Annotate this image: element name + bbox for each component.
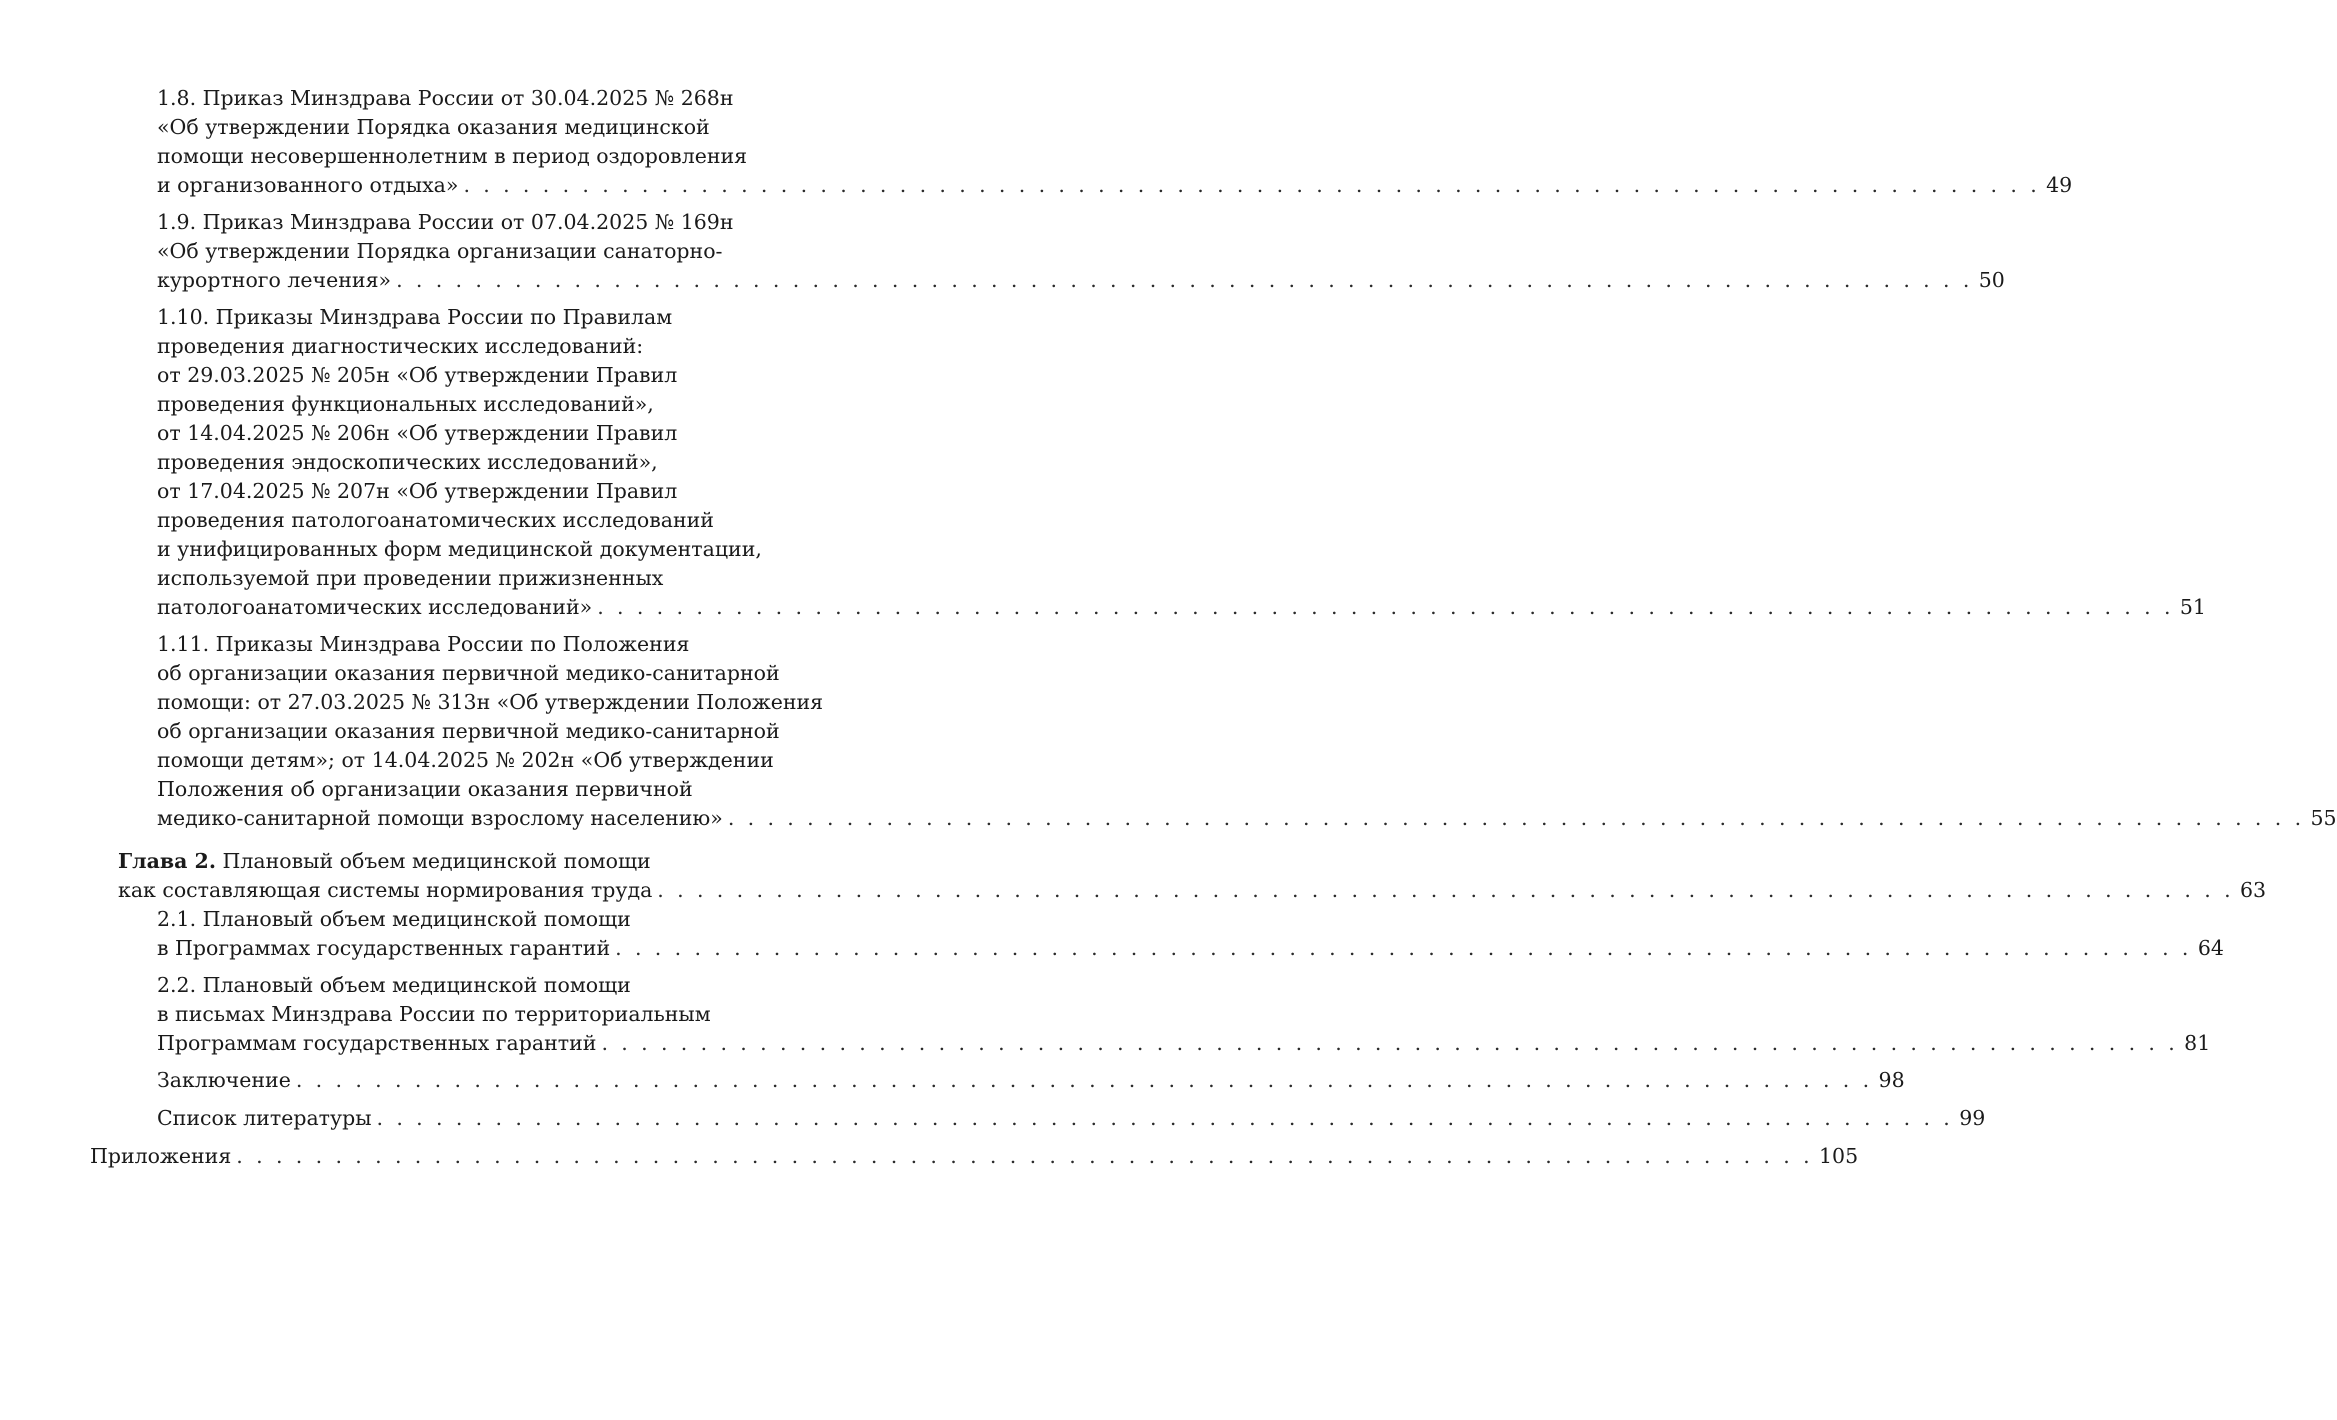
toc-entry-last-line [157, 1029, 2211, 1058]
toc-entry-chapter-2[interactable] [118, 847, 2267, 905]
dot-leader: . . . . . . . . . . . . . . . . . . . . . . . . . . . . . . . . . . . . . . . . . . . . . . . . . . . . . . . . . . . . . . . . . . . . . . . . . . . . . . . . [463, 173, 2041, 197]
page-number: 55 [2310, 806, 2337, 830]
toc-entry-last-line [157, 1066, 1905, 1095]
toc-entry-2-1[interactable] [157, 905, 2224, 963]
dot-leader: . . . . . . . . . . . . . . . . . . . . . . . . . . . . . . . . . . . . . . . . . . . . . . . . . . . . . . . . . . . . . . . . . . . . . . . . . . . . . . . . [601, 1031, 2179, 1055]
toc-entry-text: помощи детям»; от 14.04.2025 № 202н «Об утверждении [157, 748, 774, 772]
table-of-contents [0, 84, 2337, 1179]
toc-entry-text: проведения функциональных исследований», [157, 392, 654, 416]
page-number: 81 [2184, 1031, 2211, 1055]
toc-entry-text: проведения патологоанатомических исследований [157, 508, 714, 532]
chapter-2-block [0, 847, 2267, 1133]
toc-entry-text: Программам государственных гарантий [157, 1031, 597, 1055]
toc-entry-text: Плановый объем медицинской помощи [215, 849, 651, 873]
toc-entry-last-line [157, 171, 2073, 200]
chapter-heading-line [118, 847, 910, 876]
toc-entry-text: от 29.03.2025 № 205н «Об утверждении Правил [157, 363, 678, 387]
page-number: 105 [1818, 1144, 1859, 1168]
toc-entry-text: помощи: от 27.03.2025 № 313н «Об утверждении Положения [157, 690, 824, 714]
toc-entry-1-8[interactable] [157, 84, 2073, 200]
toc-entry-conclusion[interactable] [157, 1066, 1905, 1095]
toc-entry-text: Список литературы [157, 1106, 372, 1130]
toc-entry-text: Положения об организации оказания первичной [157, 777, 693, 801]
dot-leader: . . . . . . . . . . . . . . . . . . . . . . . . . . . . . . . . . . . . . . . . . . . . . . . . . . . . . . . . . . . . . . . . . . . . . . . . . . . . . . . . [295, 1068, 1873, 1092]
dot-leader: . . . . . . . . . . . . . . . . . . . . . . . . . . . . . . . . . . . . . . . . . . . . . . . . . . . . . . . . . . . . . . . . . . . . . . . . . . . . . . . . [597, 595, 2174, 619]
toc-entry-text: об организации оказания первичной медико-санитарной [157, 661, 780, 685]
dot-leader: . . . . . . . . . . . . . . . . . . . . . . . . . . . . . . . . . . . . . . . . . . . . . . . . . . . . . . . . . . . . . . . . . . . . . . . . . . . . . . . . [396, 268, 1973, 292]
toc-entry-text: курортного лечения» [157, 268, 392, 292]
toc-entry-text: «Об утверждении Порядка организации санаторно- [157, 239, 723, 263]
toc-entry-text: проведения диагностических исследований: [157, 334, 644, 358]
page-number: 99 [1959, 1106, 1986, 1130]
page-number: 51 [2179, 595, 2206, 619]
dot-leader: . . . . . . . . . . . . . . . . . . . . . . . . . . . . . . . . . . . . . . . . . . . . . . . . . . . . . . . . . . . . . . . . . . . . . . . . . . . . . . . . [727, 806, 2305, 830]
dot-leader: . . . . . . . . . . . . . . . . . . . . . . . . . . . . . . . . . . . . . . . . . . . . . . . . . . . . . . . . . . . . . . . . . . . . . . . . . . . . . . . . [376, 1106, 1954, 1130]
toc-entry-last-line [157, 934, 2224, 963]
toc-entry-last-line [90, 1142, 1859, 1171]
toc-entry-1-11[interactable] [157, 630, 2337, 833]
toc-entry-text: проведения эндоскопических исследований», [157, 450, 658, 474]
toc-entry-text: в письмах Минздрава России по территориальным [157, 1002, 711, 1026]
toc-entry-last-line [157, 804, 2337, 833]
toc-entry-text: в Программах государственных гарантий [157, 936, 611, 960]
toc-entry-text: от 17.04.2025 № 207н «Об утверждении Правил [157, 479, 678, 503]
page-number: 63 [2240, 878, 2267, 902]
toc-entry-text: Заключение [157, 1068, 291, 1092]
toc-entry-1-9[interactable] [157, 208, 2005, 295]
toc-entry-last-line [157, 593, 2206, 622]
toc-entry-text: 1.10. Приказы Минздрава России по Правилам [157, 305, 673, 329]
dot-leader: . . . . . . . . . . . . . . . . . . . . . . . . . . . . . . . . . . . . . . . . . . . . . . . . . . . . . . . . . . . . . . . . . . . . . . . . . . . . . . . . [236, 1144, 1813, 1168]
toc-entry-text: и организованного отдыха» [157, 173, 459, 197]
toc-entry-references[interactable] [157, 1104, 1986, 1133]
dot-leader: . . . . . . . . . . . . . . . . . . . . . . . . . . . . . . . . . . . . . . . . . . . . . . . . . . . . . . . . . . . . . . . . . . . . . . . . . . . . . . . . [657, 878, 2234, 902]
toc-entry-text: 1.8. Приказ Минздрава России от 30.04.2025 № 268н [157, 86, 734, 110]
toc-entry-text: об организации оказания первичной медико-санитарной [157, 719, 780, 743]
page-number: 49 [2046, 173, 2073, 197]
toc-entry-text: «Об утверждении Порядка оказания медицинской [157, 115, 710, 139]
toc-entry-text: 2.2. Плановый объем медицинской помощи [157, 973, 631, 997]
toc-entry-last-line [157, 266, 2005, 295]
toc-entry-text: используемой при проведении прижизненных [157, 566, 664, 590]
toc-entry-1-10[interactable] [157, 303, 2206, 622]
toc-entry-text: Приложения [90, 1144, 232, 1168]
toc-entry-last-line [157, 1104, 1986, 1133]
page-number: 98 [1878, 1068, 1905, 1092]
toc-entry-text: медико-санитарной помощи взрослому населению» [157, 806, 723, 830]
toc-entry-text: и унифицированных форм медицинской документации, [157, 537, 762, 561]
chapter-label: Глава 2. [118, 849, 216, 873]
page-number: 50 [1978, 268, 2005, 292]
toc-entry-last-line [118, 876, 2267, 905]
toc-entry-text: 2.1. Плановый объем медицинской помощи [157, 907, 631, 931]
toc-entry-text: 1.9. Приказ Минздрава России от 07.04.2025 № 169н [157, 210, 734, 234]
toc-entry-2-2[interactable] [157, 971, 2211, 1058]
toc-entry-text: помощи несовершеннолетним в период оздоровления [157, 144, 748, 168]
toc-entry-text: как составляющая системы нормирования труда [118, 878, 653, 902]
toc-entry-text: патологоанатомических исследований» [157, 595, 593, 619]
toc-entry-text: от 14.04.2025 № 206н «Об утверждении Правил [157, 421, 678, 445]
toc-entry-text: 1.11. Приказы Минздрава России по Положения [157, 632, 690, 656]
page-number: 64 [2197, 936, 2224, 960]
dot-leader: . . . . . . . . . . . . . . . . . . . . . . . . . . . . . . . . . . . . . . . . . . . . . . . . . . . . . . . . . . . . . . . . . . . . . . . . . . . . . . . . [615, 936, 2192, 960]
toc-entry-appendices[interactable] [90, 1142, 1859, 1171]
